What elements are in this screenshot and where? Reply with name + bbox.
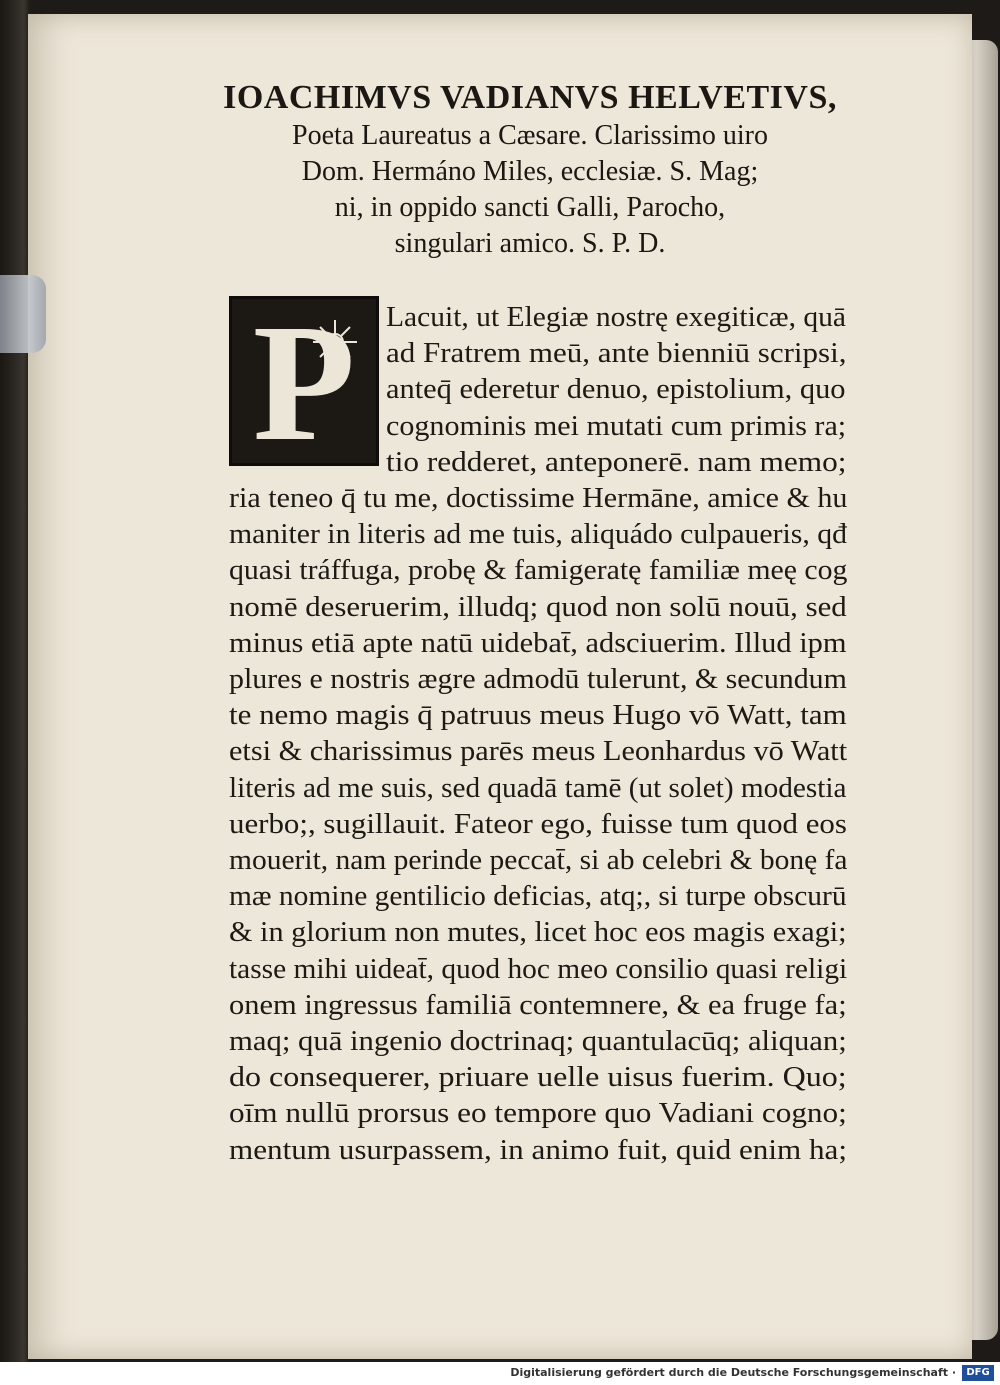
heading-line-1: IOACHIMVS VADIANVS HELVETIVS, <box>223 79 837 116</box>
page-clip <box>0 275 46 353</box>
text-line: tio redderet, anteponerē. nam memo; <box>386 446 847 478</box>
text-line: plures e nostris ægre admodū tulerunt, & secundum <box>229 664 847 695</box>
text-line: do consequerer, priuare uelle uisus fuerim. Quo; <box>229 1062 847 1094</box>
text-line: mentum usurpassem, in animo fuit, quid enim ha; <box>229 1134 847 1166</box>
footer-bar <box>0 1362 1000 1385</box>
text-line: ria teneo q̄ tu me, doctissime Hermāne, amice & hu <box>229 483 848 514</box>
decorated-initial <box>229 290 379 476</box>
text-line: cognominis mei mutati cum primis ra; <box>386 410 847 442</box>
text-line: anteq̄ ederetur denuo, epistolium, quo <box>386 374 846 406</box>
dfg-logo: DFG <box>962 1365 994 1381</box>
text-line: minus etiā apte natū uidebat̄, adsciuerim. Illud ipm <box>229 627 847 659</box>
text-line: literis ad me suis, sed quadā tamē (ut solet) modestia <box>229 772 847 804</box>
text-line: ad Fratrem meū, ante bienniū scripsi, <box>386 338 847 370</box>
text-line: & in glorium non mutes, licet hoc eos magis exagi; <box>229 917 847 949</box>
heading-line-2: Poeta Laureatus a Cæsare. Clarissimo uiro <box>292 120 768 151</box>
heading-line-3: Dom. Hermáno Miles, ecclesiæ. S. Mag; <box>301 156 759 187</box>
heading-line-4: ni, in oppido sancti Galli, Parocho, <box>334 192 726 223</box>
text-line: uerbo;, sugillauit. Fateor ego, fuisse tum quod eos <box>229 808 847 840</box>
initial-letter: P <box>252 290 356 476</box>
text-line: maq; quā ingenio doctrinaq; quantulacūq; aliquan; <box>229 1026 847 1057</box>
text-line: nomē deseruerim, illudq; quod non solū nouū, sed <box>229 591 847 623</box>
page-heading <box>200 78 860 262</box>
text-line: Lacuit, ut Elegiæ nostrę exegiticæ, quā <box>386 302 847 333</box>
text-line: mouerit, nam perinde peccat̄, si ab celebri & bonę fa <box>229 845 848 876</box>
text-line: maniter in literis ad me tuis, aliquádo culpaueris, qđ <box>229 519 848 551</box>
text-line: te nemo magis q̄ patruus meus Hugo vō Watt, tam <box>229 700 847 732</box>
footer-credit: Digitalisierung gefördert durch die Deutsche Forschungsgemeinschaft · <box>510 1366 956 1379</box>
text-line: quasi tráffuga, probę & famigeratę familiæ meę cog <box>229 555 848 587</box>
text-line: mæ nomine gentilicio deficias, atq;, si turpe obscurū <box>229 881 847 913</box>
text-line: tasse mihi uideat̄, quod hoc meo consilio quasi religi <box>229 953 848 985</box>
text-line: etsi & charissimus parēs meus Leonhardus vō Watt <box>229 736 848 768</box>
text-line: oīm nullū prorsus eo tempore quo Vadiani cogno; <box>229 1098 847 1130</box>
heading-line-5: singulari amico. S. P. D. <box>394 228 666 259</box>
text-line: onem ingressus familiā contemnere, & ea fruge fa; <box>229 989 847 1021</box>
